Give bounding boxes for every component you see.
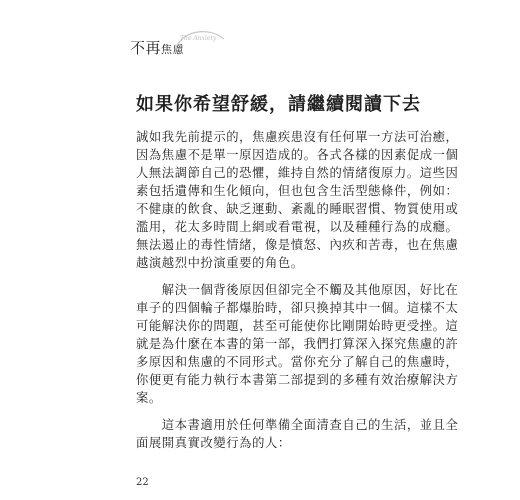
running-header [130,26,250,56]
text-line: 這本書適用於任何準備全面清查自己的生活，並且全 [136,418,459,432]
text-line: 車子的四個輪子都爆胎時，卻只換掉其中一個。這樣不太 [136,301,459,315]
paragraph [136,281,459,407]
text-line: 案。 [136,391,162,405]
book-title-part2: 焦慮 [161,43,185,56]
text-line: 可能解決你的問題，甚至可能使你比剛開始時更受挫。這 [136,319,459,333]
text-line: 人無法調節自己的恐懼，維持自然的情緒復原力。這些因 [136,166,459,180]
header-ornament-text: The Anxiety [180,35,217,42]
paragraph [136,128,459,272]
body-text [136,128,459,452]
text-line: 多原因和焦慮的不同形式。當你充分了解自己的焦慮時， [136,355,459,369]
text-line: 你便更有能力執行本書第二部提到的多種有效治療解決方 [136,373,459,387]
text-line: 無法遏止的毒性情緒，像是憤怒、內疚和苦毒，也在焦慮 [136,238,459,252]
text-line: 解決一個背後原因但卻完全不觸及其他原因，好比在 [136,283,459,297]
paragraph [136,416,459,452]
page-number: 22 [136,477,149,488]
text-line: 不健康的飲食、缺乏運動、紊亂的睡眠習慣、物質使用或 [136,202,459,216]
text-line: 面展開真實改變行為的人： [136,436,291,450]
text-line: 越演越烈中扮演重要的角色。 [136,256,304,270]
text-line: 就是為什麼在本書的第一部，我們打算深入探究焦慮的許 [136,337,459,351]
text-line: 因為焦慮不是單一原因造成的。各式各樣的因素促成一個 [136,148,459,162]
text-line: 濫用，花太多時間上網或看電視，以及種種行為的成癮。 [136,220,459,234]
text-line: 誠如我先前提示的，焦慮疾患沒有任何單一方法可治癒， [136,130,459,144]
section-heading: 如果你希望舒緩，請繼續閱讀下去 [136,94,421,115]
header-ornament-icon [170,26,230,56]
text-line: 素包括遺傳和生化傾向，但也包含生活型態條件，例如： [136,184,459,198]
book-title-part1: 不再 [130,39,162,57]
